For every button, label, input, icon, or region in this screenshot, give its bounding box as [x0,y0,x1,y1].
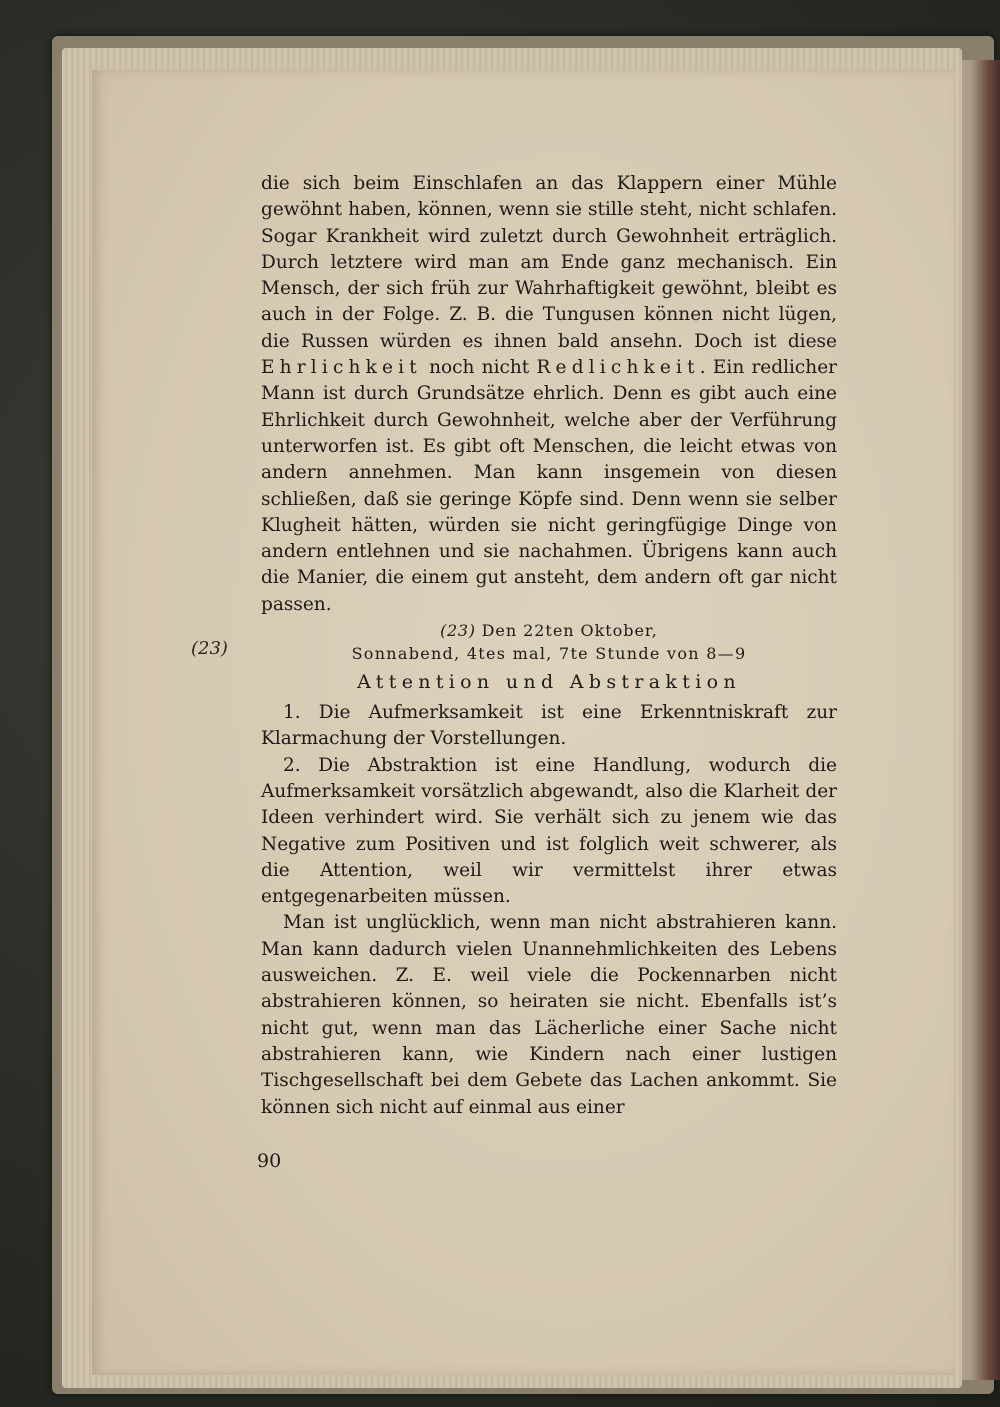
section-ref: (23) [440,621,476,641]
section-date: Den 22ten Oktober, [475,621,658,641]
page-text [261,171,837,1121]
section-title: Attention und Abstraktion [357,671,741,694]
paragraph-intro [261,171,837,618]
margin-reference: (23) [191,638,228,659]
paragraph-3: Man ist unglücklich, wenn man nicht abstrahieren kann. Man kann dadurch vielen Unannehmlichkeiten des Lebens ausweichen. Z. E. weil viele die Pockennarben nicht abstrahieren können, so heiraten sie nicht. Ebenfalls ist’s nicht gut, wenn man das Lächerliche einer Sache nicht abstrahieren kann, wie Kindern nach einer lustigen Tischgesellschaft bei dem Gebete das Lachen ankommt. Sie können sich nicht auf einmal aus einer [261,912,837,1118]
page-number: 90 [257,1150,282,1172]
text-run: . Ein redlicher Mann ist durch Grundsätze ehrlich. Denn es gibt auch eine Ehrlichkeit durch Gewohnheit, welche aber der Verführung unterworfen ist. Es gibt oft Menschen, die leicht etwas von andern annehmen. Man kann insgemein von diesen schließen, daß sie geringe Köpfe sind. Denn wenn sie selber Klugheit hätten, würden sie nicht geringfügige Dinge von andern entlehnen und sie nachahmen. Übrigens kann auch die Manier, die einem gut ansteht, dem andern oft gar nicht passen. [261,357,838,615]
emphasis-ehrlichkeit: Ehrlichkeit [261,357,422,379]
emphasis-redlichkeit: Redlichkeit [536,357,700,379]
section-subtitle: Sonnabend, 4tes mal, 7te Stunde von 8—9 [351,644,747,664]
paragraph-1: 1. Die Aufmerksamkeit ist eine Erkenntniskraft zur Klarmachung der Vorstellungen. [261,702,837,750]
paragraph-2: 2. Die Abstraktion ist eine Handlung, wodurch die Aufmerksamkeit vorsätzlich abgewandt, also die Klarheit der Ideen verhindert wird. Sie verhält sich zu jenem wie das Negative zum Positiven und ist folglich weit schwerer, als die Attention, weil wir vermittelst ihrer etwas entgegenarbeiten müssen. [261,754,837,908]
text-run: die sich beim Einschlafen an das Klappern einer Mühle gewöhnt haben, können, wenn sie stille steht, nicht schlafen. Sogar Krankheit wird zuletzt durch Gewohnheit erträglich. Durch letztere wird man am Ende ganz mechanisch. Ein Mensch, der sich früh zur Wahrhaftigkeit gewöhnt, bleibt es auch in der Folge. Z. B. die Tungusen können nicht lügen, die Russen würden es ihnen bald ansehn. Doch ist diese [261,173,837,352]
text-run: noch nicht [421,357,537,379]
section-date-line [261,620,837,642]
